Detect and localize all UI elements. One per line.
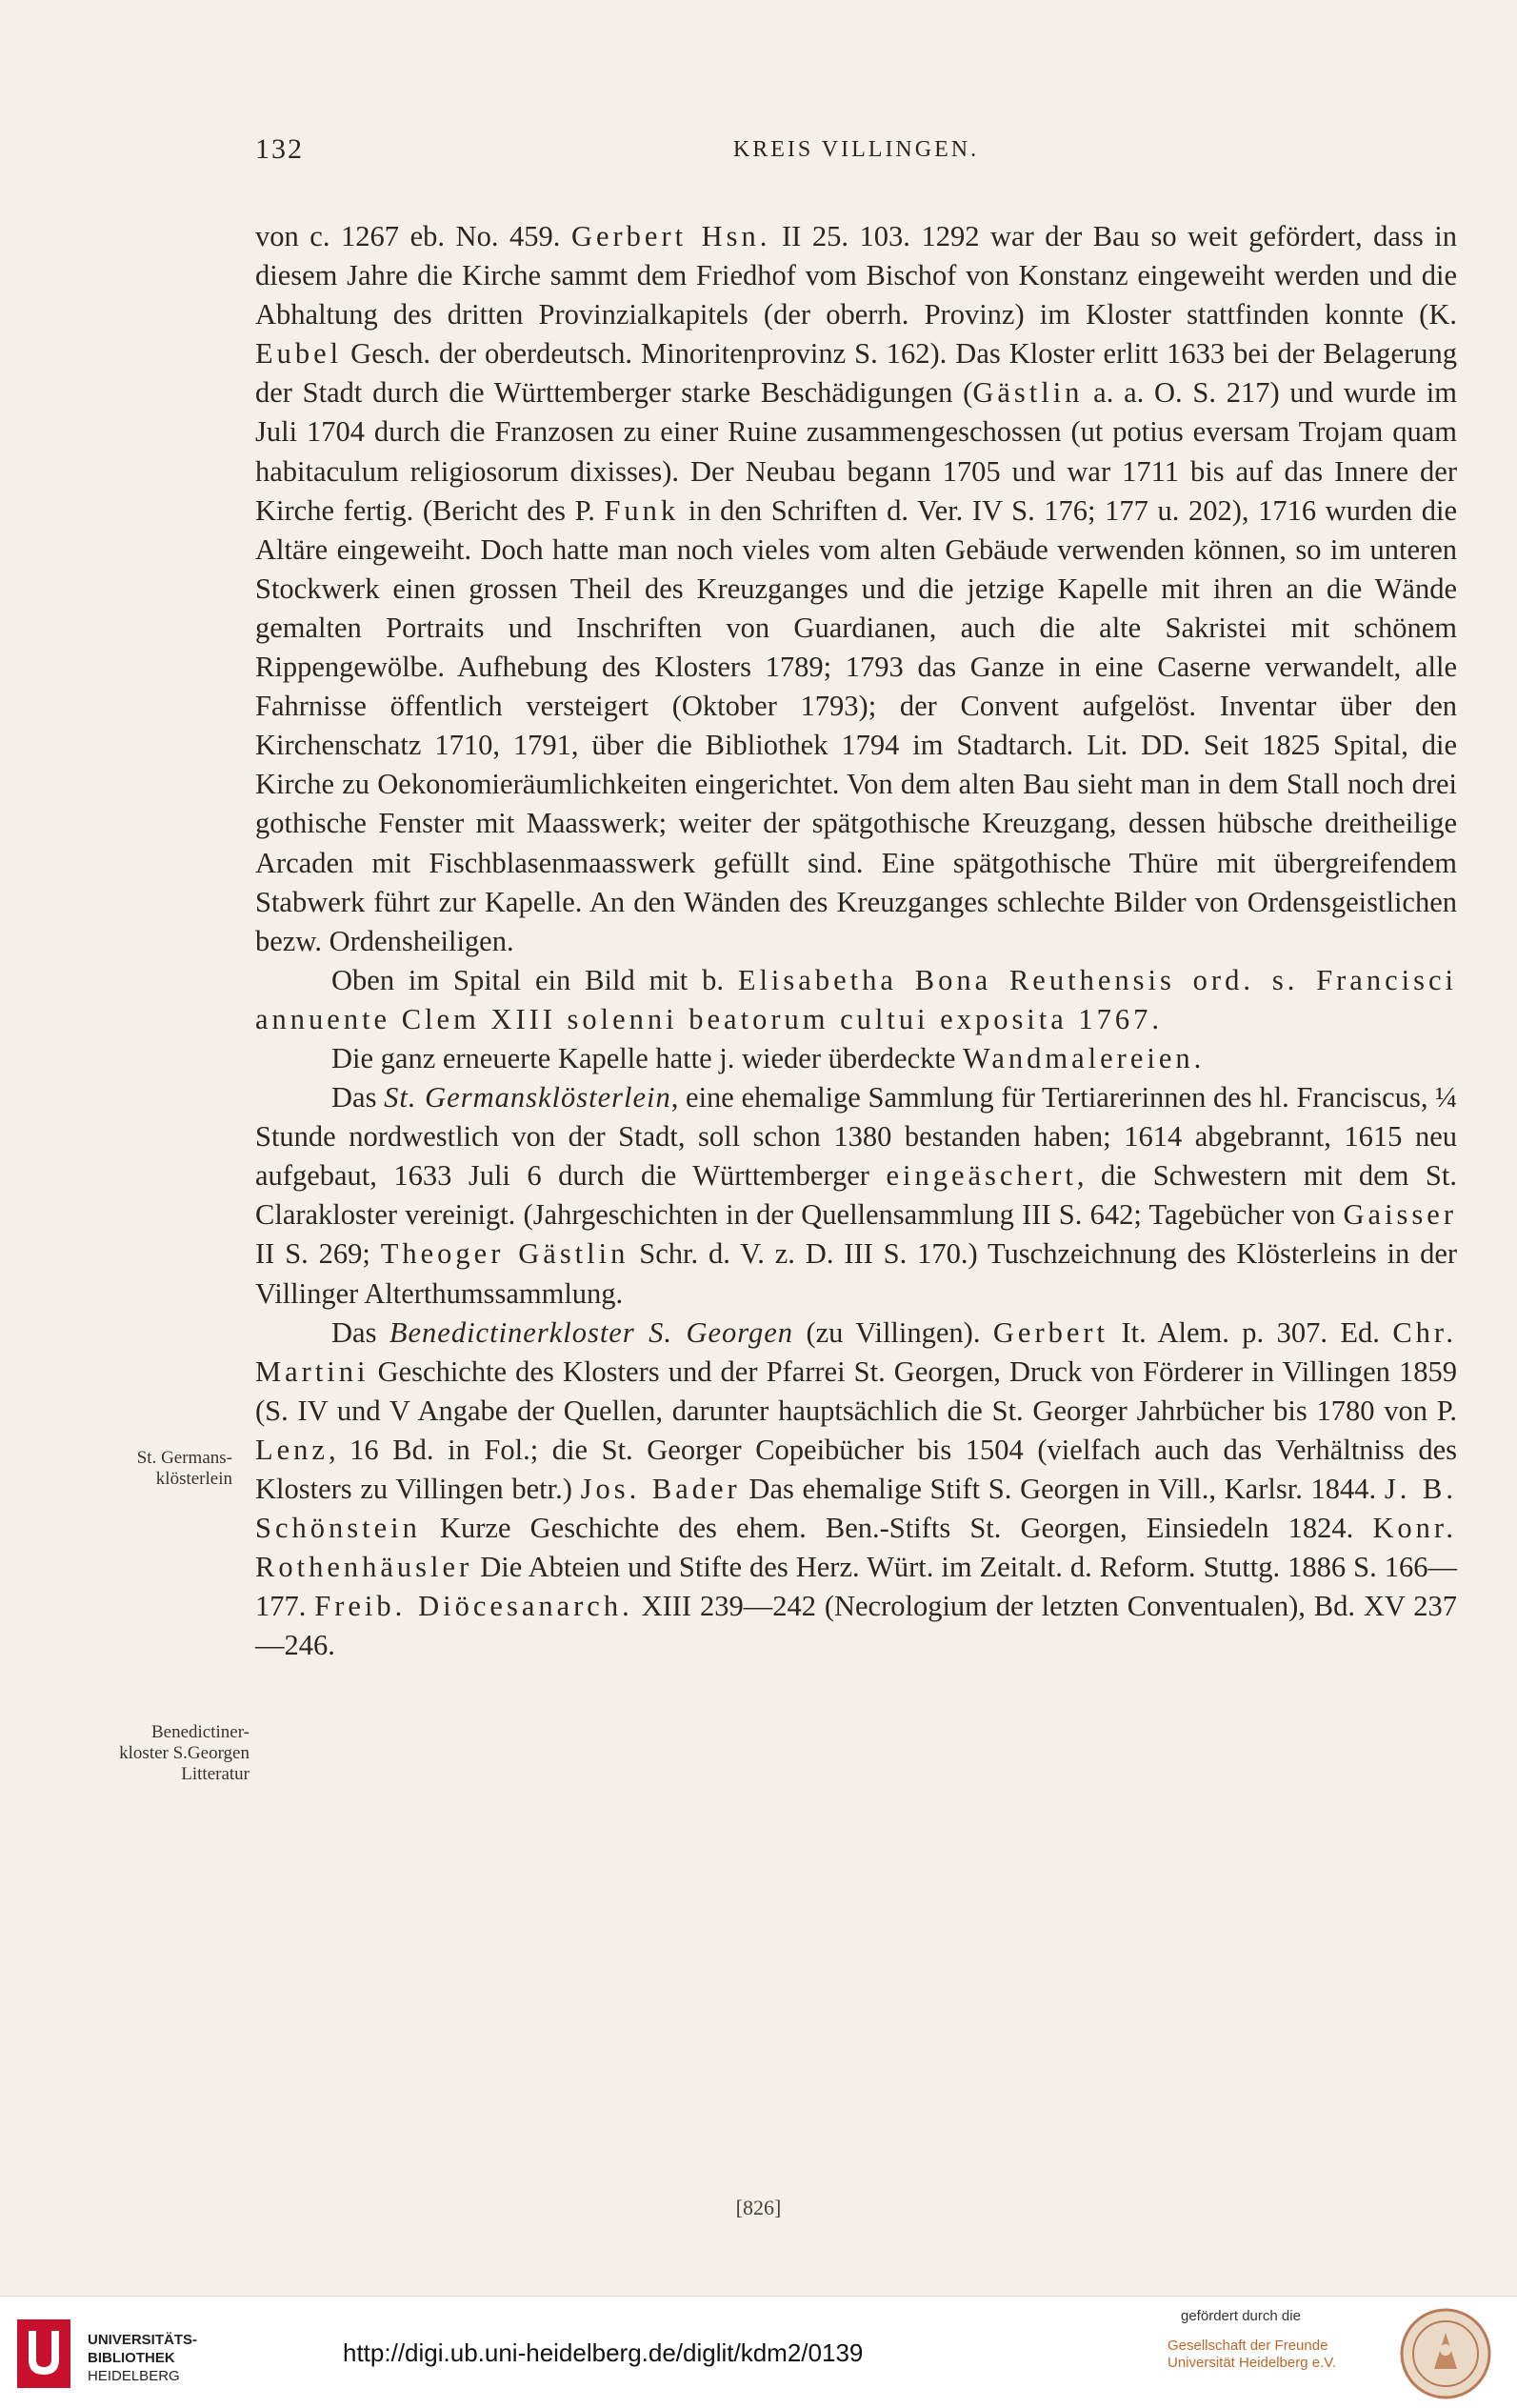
text-run: Gesch. der oberdeutsch. Minoritenprovinz S. 162). Das Kloster erlitt 1633 bei der Belagerung der Stadt durch die Württemberger starke Beschädigungen ( [255,337,1457,410]
text-run: II 25. 103. 1292 war der Bau so weit gefördert, dass in diesem Jahre die Kirche sammt dem Friedhof vom Bischof von Konstanz eingeweiht werden und die Abhaltung des dritten Provinzialkapitels (der oberrh. Provinz) im Kloster stattfinden konnte (K. [255,220,1457,331]
university-seal-icon [1398,2306,1493,2401]
paragraph [255,1314,1457,1666]
text-run: , 16 Bd. in Fol.; die St. Georger Copeibücher bis 1504 (vielfach auch das Verhältniss des Klosters zu Villingen betr.) [255,1433,1457,1505]
side-note-georgen [59,1722,250,1785]
running-head: KREIS VILLINGEN. [732,137,980,162]
text-run: Schr. d. V. z. D. III S. 170.) Tuschzeichnung des Klösterleins in der Villinger Alterthumssammlung. [255,1237,1458,1310]
text-run: Kurze Geschichte des ehem. Ben.-Stifts St. Georgen, Einsiedeln 1824. [420,1512,1373,1545]
paragraph [255,1078,1457,1314]
side-note-line: kloster S.Georgen [119,1743,250,1763]
side-note-line: Litteratur [181,1764,250,1784]
text-run: Jos. Bader [580,1473,741,1505]
text-run: Das ehemalige Stift S. Georgen in Vill., Karlsr. 1844. [740,1473,1385,1505]
text-run: Gerbert Hsn. [570,220,771,252]
text-run: (zu Villingen). [793,1315,993,1349]
text-run: Eubel [255,337,343,371]
text-run: a. a. O. S. 217) und wurde im Juli 1704 durch die Franzosen zu einer Ruine zusammengeschossen (ut potius eversam Trojam quam habitaculum religiosorum dixisses). Der Neubau begann 1705 und war 1711 bis auf das Innere der Kirche fertig. (Bericht des P. [255,376,1458,527]
text-run: It. Alem. p. 307. Ed. [1108,1315,1393,1349]
text-run: Chr. Martini [255,1315,1458,1388]
text-run: Gaisser [1343,1198,1457,1232]
text-run: Oben im Spital ein Bild mit b. [331,963,738,996]
side-note-line: St. Germans- [136,1448,232,1468]
sheet-number: [826] [735,2196,782,2219]
text-run: von c. 1267 eb. No. 459. [255,220,571,252]
text-run: J. B. Schönstein [255,1473,1457,1545]
paragraph [255,961,1457,1039]
permalink[interactable]: http://digi.ub.uni-heidelberg.de/diglit/kdm2/0139 [343,2338,864,2367]
side-note-line: klösterlein [155,1469,232,1489]
page-header [255,133,1457,171]
text-run: II S. 269; [255,1237,381,1271]
funded-by-label: gefördert durch die [1181,2308,1301,2324]
page-number: 132 [255,133,304,165]
text-run: Die ganz erneuerte Kapelle hatte j. wieder überdeckte [331,1041,964,1074]
side-note-line: Benedictiner- [150,1722,250,1742]
paragraph [255,1039,1457,1078]
text-run: Lenz [255,1433,329,1466]
text-run: Gästlin [972,376,1084,410]
text-run: Elisabetha Bona Reuthensis ord. s. Francisci annuente Clem XIII solenni beatorum cultui exposita 1767. [255,963,1457,1035]
library-line: UNIVERSITÄTS- [88,2332,198,2348]
text-run: eingeäschert [886,1159,1077,1193]
text-run: Freib. Diöcesanarch. [314,1590,633,1623]
text-run: Geschichte des Klosters und der Pfarrei St. Georgen, Druck von Förderer in Villingen 1859 (S. IV und V Angabe der Quellen, darunter hauptsächlich die St. Georger Jahrbücher bis 1780 von P. [255,1354,1457,1427]
funder-line: Universität Heidelberg e.V. [1168,2355,1337,2371]
funder-line: Gesellschaft der Freunde [1168,2338,1328,2354]
text-run: XIII 239—242 (Necrologium der letzten Conventualen), Bd. XV 237—246. [255,1590,1458,1662]
body-text [255,217,1457,1665]
text-run: Konr. Rothenhäusler [255,1512,1457,1584]
text-run: St. Germansklösterlein [384,1081,671,1114]
text-run: , die Schwestern mit dem St. Clarakloster vereinigt. (Jahrgeschichten in der Quellensammlung III S. 642; Tagebücher von [255,1159,1457,1232]
library-line: BIBLIOTHEK [88,2350,175,2366]
text-run: Funk [604,493,680,527]
text-run: Theoger Gästlin [380,1237,629,1271]
library-name [88,2331,197,2385]
text-run: Wandmalereien. [963,1041,1206,1074]
funding-note [1168,2308,1377,2372]
library-line: HEIDELBERG [88,2368,180,2384]
side-note-germans [42,1448,232,1490]
text-run: Gerbert [992,1315,1109,1349]
text-run: Das [331,1081,385,1114]
library-logo-icon [15,2318,72,2390]
funder-name [1168,2338,1377,2372]
text-run: Das [331,1315,389,1349]
text-run: in den Schriften d. Ver. IV S. 176; 177 u. 202), 1716 wurden die Altäre eingeweiht. Doch hatte man noch vieles vom alten Gebäude verwenden können, so im unteren Stockwerk einen grossen Theil des Kreuzganges und die jetzige Kapelle mit ihren an die Wände gemalten Portraits und Inschriften von Guardianen, auch die alte Sakristei mit schönem Rippengewölbe. Aufhebung des Klosters 1789; 1793 das Ganze in eine Caserne verwandelt, alle Fahrnisse öffentlich versteigert (Oktober 1793); der Convent aufgelöst. Inventar über den Kirchenschatz 1710, 1791, über die Bibliothek 1794 im Stadtarch. Lit. DD. Seit 1825 Spital, die Kirche zu Oekonomieräumlichkeiten eingerichtet. Von dem alten Bau sieht man in dem Stall noch drei gothische Fenster mit Maasswerk; weiter der spätgothische Kreuzgang, dessen hübsche dreitheilige Arcaden mit Fischblasenmaasswerk gefüllt sind. Eine spätgothische Thüre mit übergreifendem Stabwerk führt zur Kapelle. An den Wänden des Kreuzganges schlechte Bilder von Ordensgeistlichen bezw. Ordensheiligen. [255,493,1458,957]
paragraph [255,217,1457,961]
footer-bar [0,2296,1517,2408]
text-run: Die Abteien und Stifte des Herz. Würt. im Zeitalt. d. Reform. Stuttg. 1886 S. 166—177. [255,1551,1457,1623]
text-run: Benedictinerkloster S. Georgen [389,1315,794,1349]
text-run: , eine ehemalige Sammlung für Tertiarerinnen des hl. Franciscus, ¼ Stunde nordwestlich von der Stadt, soll schon 1380 bestanden haben; 1614 abgebrannt, 1615 neu aufgebaut, 1633 Juli 6 durch die Württemberger [255,1081,1458,1193]
